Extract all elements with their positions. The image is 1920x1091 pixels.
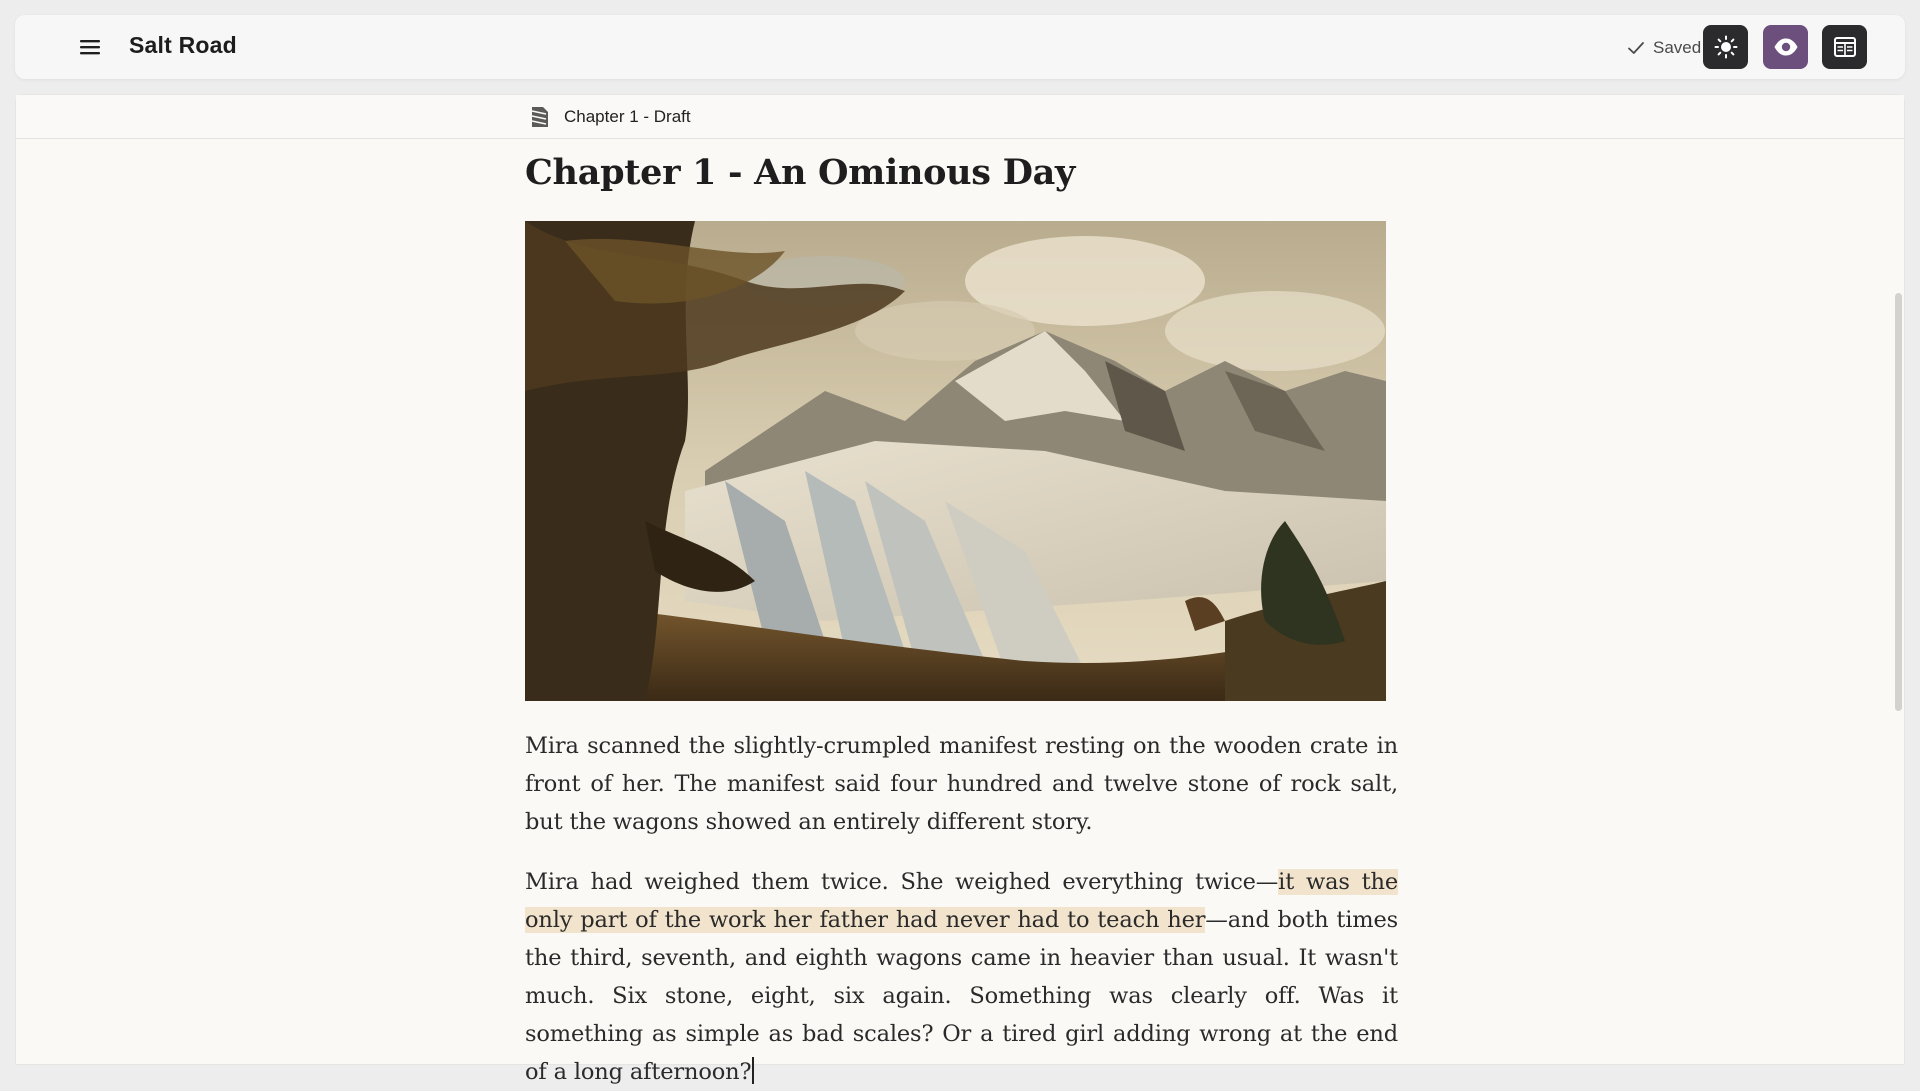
text-cursor xyxy=(752,1057,754,1084)
highlighted-text[interactable]: it was the only part of the work her father had never had to teach her xyxy=(525,868,1398,933)
document-panel xyxy=(15,94,1905,1085)
save-status xyxy=(1627,37,1701,59)
paragraph-text: Mira had weighed them twice. She weighed everything twice— xyxy=(525,868,1279,895)
sun-icon xyxy=(1714,35,1738,59)
menu-button[interactable] xyxy=(59,31,123,63)
app-title: Salt Road xyxy=(129,32,237,58)
check-icon xyxy=(1627,40,1645,56)
save-status-label: Saved xyxy=(1653,38,1702,57)
scrollbar[interactable] xyxy=(1895,293,1902,711)
editor-content[interactable] xyxy=(525,139,1399,1091)
hamburger-icon xyxy=(79,38,101,56)
preview-button[interactable] xyxy=(1763,25,1808,69)
outline-view-button[interactable] xyxy=(1822,25,1867,69)
chapter-illustration xyxy=(525,221,1386,701)
theme-toggle-button[interactable] xyxy=(1703,25,1748,69)
paragraph[interactable]: Mira scanned the slightly-crumpled manifest resting on the wooden crate in front of her. The manifest said four hundred and twelve stone of rock salt, but the wagons showed an entirely different story. xyxy=(525,732,1398,835)
paragraph-text: —and both times the third, seventh, and eighth wagons came in heavier than usual. It wasn't much. Six stone, eight, six again. Something was clearly off. Was it something as simple as bad scales? Or a tired girl adding wrong at the end of a long afternoon? xyxy=(525,906,1399,1085)
table-icon xyxy=(1833,36,1857,58)
chapter-title[interactable]: Chapter 1 - An Ominous Day xyxy=(525,152,1076,193)
breadcrumb-bar xyxy=(16,95,1904,139)
top-bar xyxy=(15,15,1905,79)
breadcrumb[interactable] xyxy=(529,105,691,129)
paragraph[interactable] xyxy=(525,863,1398,1091)
pages-icon xyxy=(529,105,551,129)
eye-icon xyxy=(1773,37,1799,57)
breadcrumb-label: Chapter 1 - Draft xyxy=(564,107,691,126)
